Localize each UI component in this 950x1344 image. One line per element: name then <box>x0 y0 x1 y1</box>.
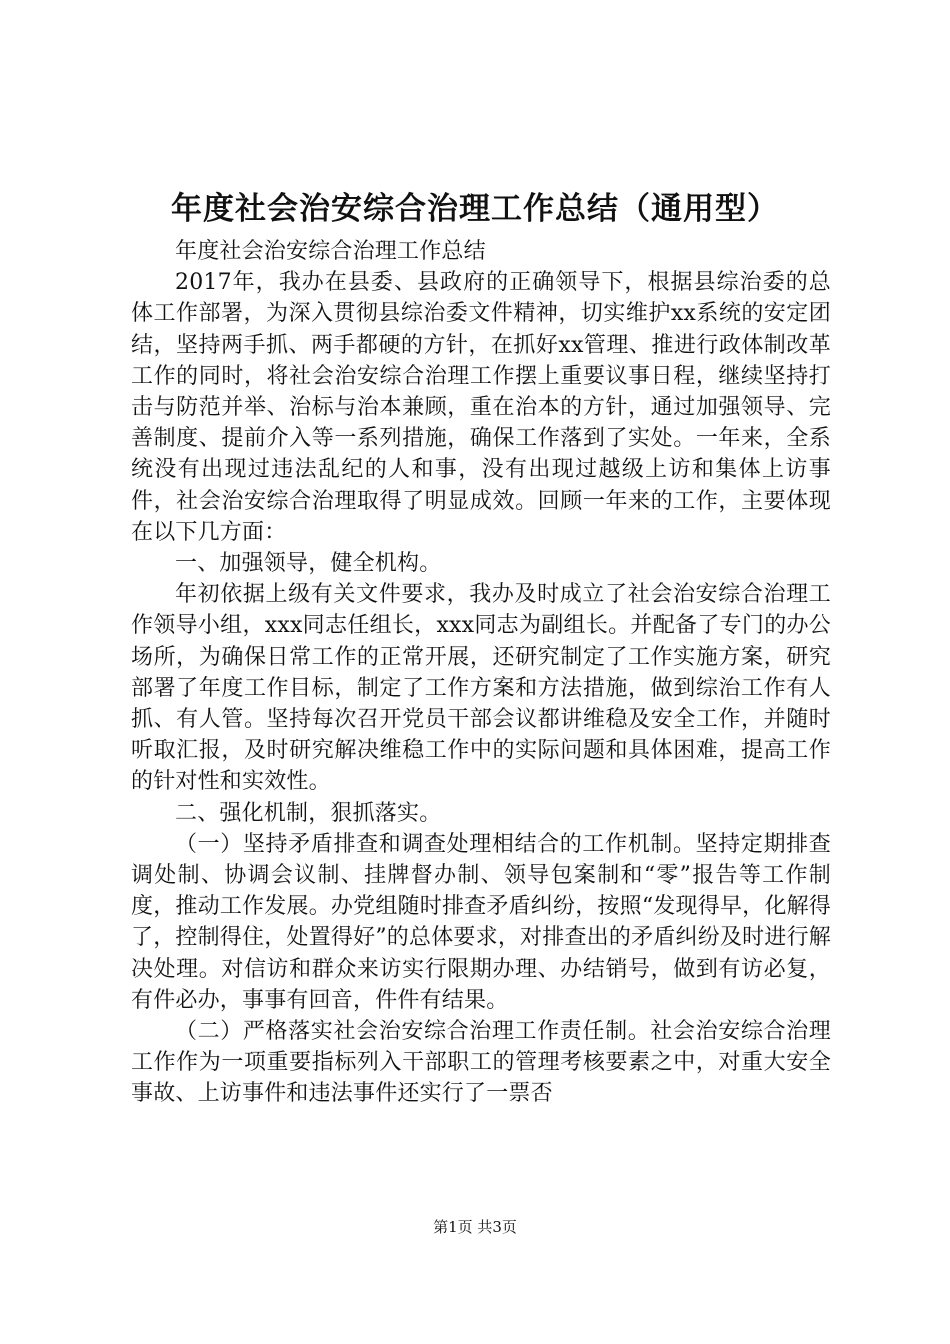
paragraph-intro: 2017年，我办在县委、县政府的正确领导下，根据县综治委的总体工作部署，为深入贯彻县综治委文件精神，切实维护xx系统的安定团结，坚持两手抓、两手都硬的方针，在抓好xx管理、推进行政体制改革工作的同时，将社会治安综合治理工作摆上重要议事日程，继续坚持打击与防范并举、治标与治本兼顾，重在治本的方针，通过加强领导、完善制度、提前介入等一系列措施，确保工作落到了实处。一年来，全系统没有出现过违法乱纪的人和事，没有出现过越级上访和集体上访事件，社会治安综合治理取得了明显成效。回顾一年来的工作，主要体现在以下几方面： <box>131 270 831 545</box>
paragraph-mechanism-1: （一）坚持矛盾排查和调查处理相结合的工作机制。坚持定期排查调处制、协调会议制、挂牌督办制、领导包案制和“零”报告等工作制度，推动工作发展。办党组随时排查矛盾纠纷，按照“发现得早，化解得了，控制得住，处置得好”的总体要求，对排查出的矛盾纠纷及时进行解决处理。对信访和群众来访实行限期办理、办结销号，做到有访必复，有件必办，事事有回音，件件有结果。 <box>131 831 831 1013</box>
document-title: 年度社会治安综合治理工作总结（通用型） <box>171 191 779 227</box>
paragraph-leadership: 年初依据上级有关文件要求，我办及时成立了社会治安综合治理工作领导小组，xxx同志任组长，xxx同志为副组长。并配备了专门的办公场所，为确保日常工作的正常开展，还研究制定了工作实施方案，研究部署了年度工作目标，制定了工作方案和方法措施，做到综治工作有人抓、有人管。坚持每次召开党员干部会议都讲维稳及安全工作，并随时听取汇报，及时研究解决维稳工作中的实际问题和具体困难，提高工作的针对性和实效性。 <box>131 582 831 795</box>
paragraph-mechanism-2: （二）严格落实社会治安综合治理工作责任制。社会治安综合治理工作作为一项重要指标列入干部职工的管理考核要素之中，对重大安全事故、上访事件和违法事件还实行了一票否 <box>131 1019 831 1107</box>
section-heading-1: 一、加强领导，健全机构。 <box>175 551 442 577</box>
document-subtitle: 年度社会治安综合治理工作总结 <box>175 239 486 264</box>
document-body <box>131 236 831 1110</box>
page-number-footer: 第1页 共3页 <box>433 1218 517 1236</box>
section-heading-2: 二、强化机制，狠抓落实。 <box>175 800 442 826</box>
